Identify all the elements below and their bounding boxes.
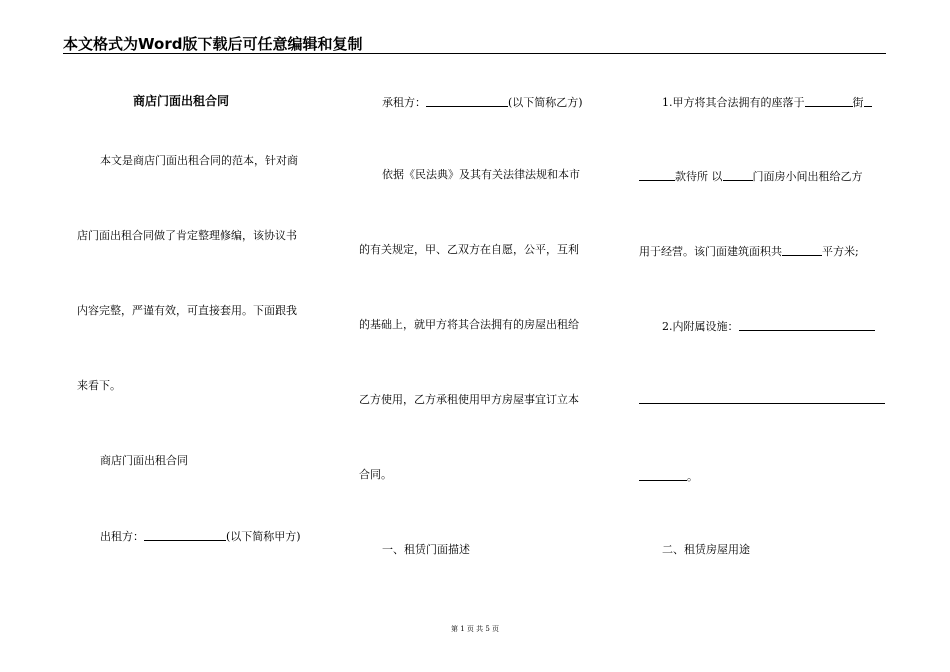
page-number: 第 1 页 共 5 页	[450, 625, 500, 633]
item1-line-1	[662, 94, 872, 110]
lessor-line	[100, 528, 301, 544]
basis-line-5: 合同。	[359, 468, 392, 481]
item2-end: 。	[687, 470, 698, 483]
item1-count-blank	[723, 169, 753, 181]
lessee-label: 承租方：	[382, 96, 426, 109]
intro-line-1: 本文是商店门面出租合同的范本，针对商	[100, 154, 298, 167]
item2-line-1	[662, 318, 875, 334]
lessee-line	[382, 94, 583, 110]
intro-line-3: 内容完整，严谨有效，可直接套用。下面跟我	[77, 304, 297, 317]
item2-line-3	[639, 468, 698, 484]
contract-title: 商店门面出租合同	[133, 94, 230, 108]
lessee-note: (以下简称乙方)	[508, 96, 583, 109]
item1-area-prefix: 用于经营。该门面建筑面积共	[639, 245, 782, 258]
document-header-banner: 本文格式为Word版下载后可任意编辑和复制	[63, 35, 363, 53]
lessor-blank	[144, 529, 226, 541]
item1-line-2	[639, 168, 863, 184]
item1-mid: 款待所 以	[675, 170, 723, 183]
basis-line-3: 的基础上，就甲方将其合法拥有的房屋出租给	[359, 318, 579, 331]
lessor-label: 出租方：	[100, 530, 144, 543]
basis-line-2: 的有关规定，甲、乙双方在自愿，公平，互利	[359, 243, 579, 256]
basis-line-1: 依据《民法典》及其有关法律法规和本市	[382, 168, 580, 181]
item1-area-unit: 平方米;	[822, 245, 859, 258]
item1-street: 街	[852, 96, 864, 109]
item1-prefix: 1.甲方将其合法拥有的座落于	[662, 96, 805, 109]
item1-street-blank	[864, 95, 872, 107]
section-heading-2: 二、租赁房屋用途	[662, 543, 750, 556]
item1-end: 门面房小间出租给乙方	[752, 170, 863, 183]
item1-area-blank	[782, 244, 822, 256]
item1-location-blank	[805, 95, 853, 107]
lessor-note: (以下简称甲方)	[226, 530, 301, 543]
lessee-blank	[426, 95, 508, 107]
header-divider	[63, 53, 886, 54]
contract-subtitle: 商店门面出租合同	[100, 454, 188, 467]
section-heading-1: 一、租赁门面描述	[382, 543, 470, 556]
item2-end-blank	[639, 469, 687, 481]
item2-facilities-blank	[739, 319, 875, 331]
item1-line-3	[639, 243, 859, 259]
intro-line-2: 店门面出租合同做了肯定整理修编，该协议书	[77, 229, 297, 242]
item1-hostel-blank	[639, 169, 675, 181]
basis-line-4: 乙方使用，乙方承租使用甲方房屋事宜订立本	[359, 393, 579, 406]
item2-label: 2.内附属设施：	[662, 320, 739, 333]
item2-continuation-rule	[639, 403, 885, 404]
intro-line-4: 来看下。	[77, 379, 121, 392]
